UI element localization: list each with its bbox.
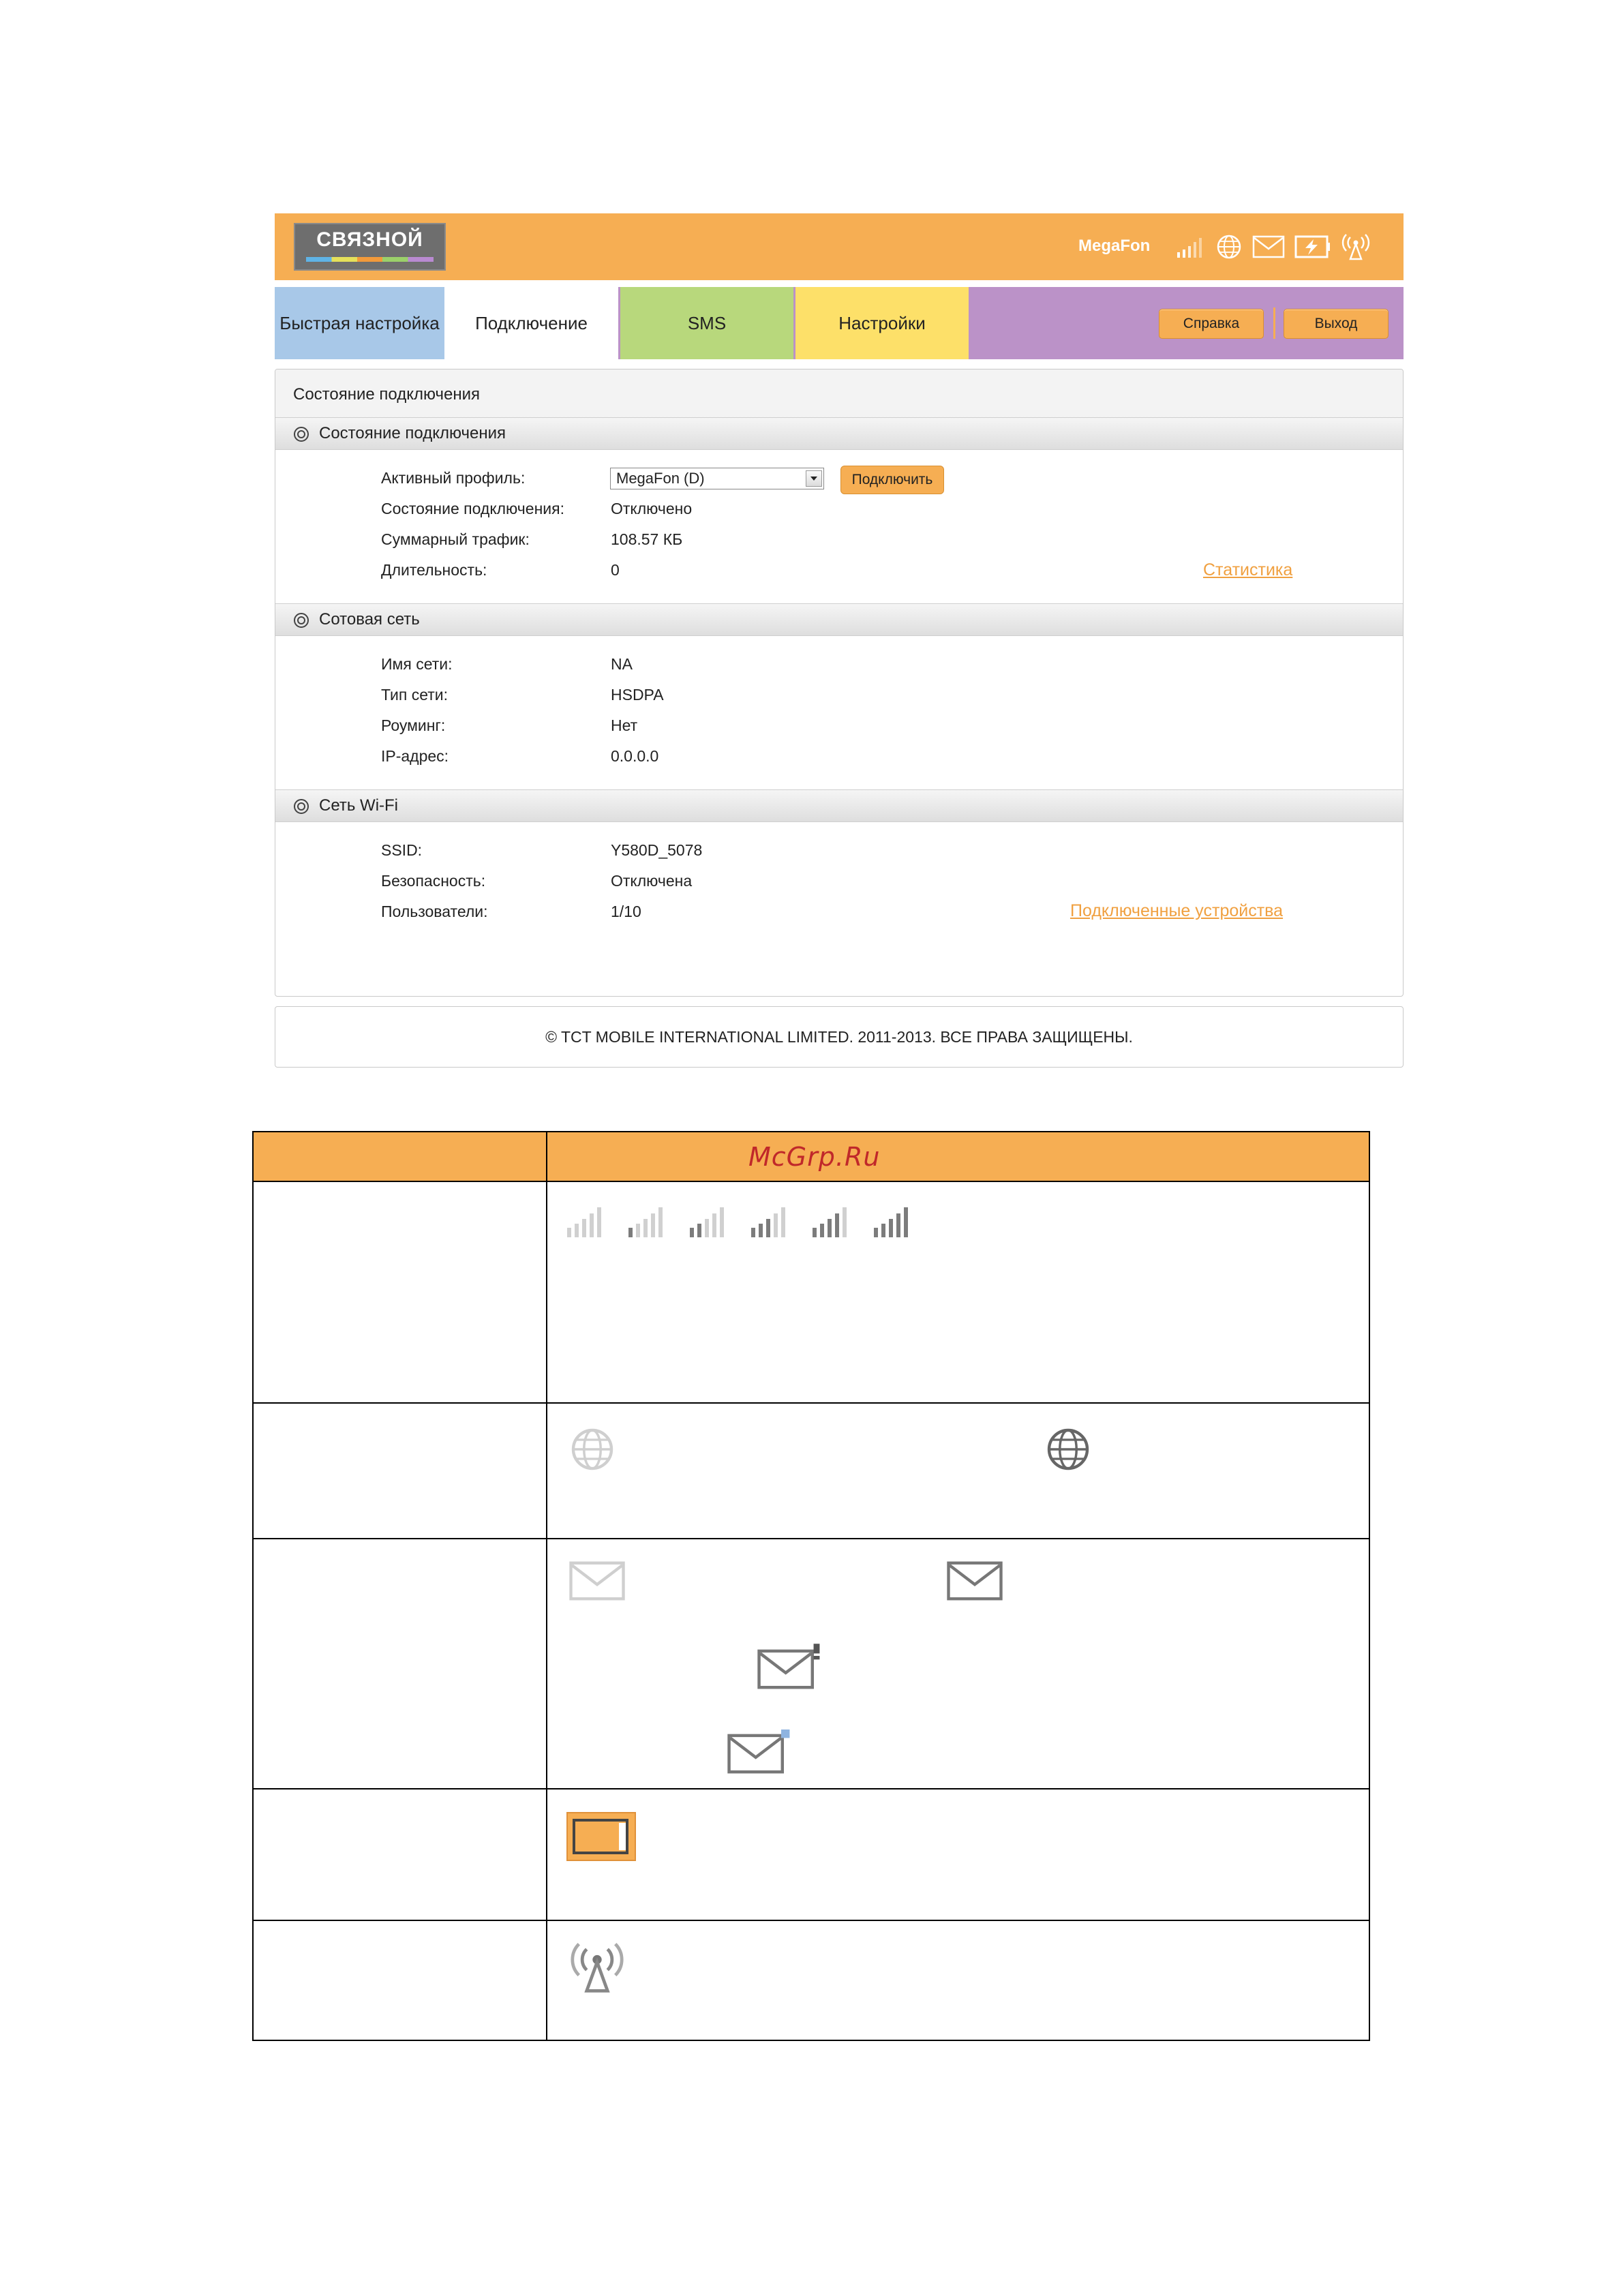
signal-1-icon [628, 1207, 663, 1237]
roaming-value: Нет [611, 716, 638, 734]
wifi-tower-icon [568, 1941, 626, 1994]
profile-select-value: MegaFon (D) [616, 470, 705, 487]
statistics-link[interactable]: Статистика [1203, 560, 1293, 579]
nav-separator [1273, 307, 1275, 339]
envelope-inactive-icon [568, 1560, 626, 1601]
section-title: Состояние подключения [319, 424, 506, 442]
tab-settings[interactable]: Настройки [795, 287, 969, 359]
signal-4-icon [813, 1207, 847, 1237]
roaming-label: Роуминг: [381, 716, 446, 734]
main-nav [275, 287, 1404, 359]
signal-0-icon [567, 1207, 601, 1237]
panel-header [275, 369, 1403, 418]
globe-inactive-icon [568, 1425, 616, 1473]
logo [294, 223, 446, 271]
network-name-label: Имя сети: [381, 655, 453, 673]
section-bullet-icon [293, 798, 309, 815]
network-name-value: NA [611, 655, 633, 673]
legend-row-divider [254, 1788, 1369, 1789]
duration-value: 0 [611, 561, 620, 579]
section-title: Сотовая сеть [319, 610, 420, 629]
security-value: Отключена [611, 872, 693, 890]
ssid-label: SSID: [381, 841, 423, 859]
footer [275, 1006, 1404, 1068]
signal-5-icon [874, 1207, 908, 1237]
total-traffic-value: 108.57 КБ [611, 530, 683, 548]
section-bullet-icon [293, 612, 309, 629]
operator-name: MegaFon [1078, 237, 1151, 255]
content-panel [275, 369, 1404, 997]
legend-header-row [254, 1132, 1369, 1182]
tab-connection[interactable]: Подключение [444, 287, 618, 359]
signal-2-icon [690, 1207, 724, 1237]
logout-button[interactable]: Выход [1284, 309, 1389, 339]
section-wifi-header [275, 789, 1403, 822]
icon-legend-table [252, 1131, 1370, 2041]
users-value: 1/10 [611, 903, 641, 920]
signal-levels-icon [566, 1200, 934, 1241]
network-type-label: Тип сети: [381, 686, 449, 704]
signal-3-icon [751, 1207, 785, 1237]
envelope-full-icon [757, 1644, 822, 1690]
section-cellular-header [275, 603, 1403, 636]
connect-button[interactable]: Подключить [840, 466, 944, 494]
copyright-text: © TCT MOBILE INTERNATIONAL LIMITED. 2011-2013. ВСЕ ПРАВА ЗАЩИЩЕНЫ. [545, 1027, 1133, 1046]
section-bullet-icon [293, 426, 309, 442]
total-traffic-label: Суммарный трафик: [381, 530, 530, 548]
legend-row-divider [254, 1538, 1369, 1539]
help-button[interactable]: Справка [1159, 309, 1264, 339]
envelope-new-icon [727, 1728, 792, 1774]
tab-quick-setup[interactable]: Быстрая настройка [275, 287, 444, 359]
active-profile-label: Активный профиль: [381, 469, 526, 487]
tab-sms[interactable]: SMS [620, 287, 793, 359]
connection-status-label: Состояние подключения: [381, 500, 564, 517]
battery-icon [566, 1811, 637, 1862]
wifi-tower-icon [1341, 233, 1371, 260]
envelope-active-icon [946, 1560, 1003, 1601]
logo-stripe [306, 257, 434, 262]
section-title: Сеть Wi-Fi [319, 796, 399, 815]
globe-active-icon [1044, 1425, 1092, 1473]
ssid-value: Y580D_5078 [611, 841, 703, 859]
ip-address-value: 0.0.0.0 [611, 747, 659, 765]
security-label: Безопасность: [381, 872, 486, 890]
duration-label: Длительность: [381, 561, 487, 579]
users-label: Пользователи: [381, 903, 488, 920]
page-title: Состояние подключения [293, 385, 480, 404]
watermark: McGrp.Ru [748, 1142, 881, 1172]
section-connection-header [275, 417, 1403, 450]
globe-icon [1215, 233, 1243, 260]
profile-select[interactable] [610, 468, 824, 489]
signal-icons-row [566, 1200, 934, 1241]
ip-address-label: IP-адрес: [381, 747, 449, 765]
network-type-value: HSDPA [611, 686, 664, 704]
status-icons [1176, 232, 1371, 262]
legend-row-divider [254, 1920, 1369, 1921]
connection-status-value: Отключено [611, 500, 693, 517]
connected-devices-link[interactable]: Подключенные устройства [1070, 901, 1284, 920]
envelope-icon [1252, 235, 1285, 258]
legend-column-divider [546, 1132, 547, 2040]
header-bar [275, 213, 1404, 280]
legend-row-divider [254, 1402, 1369, 1404]
chevron-down-icon[interactable] [806, 470, 822, 487]
signal-icon [1176, 235, 1206, 259]
battery-charging-icon [1294, 235, 1331, 259]
logo-text: СВЯЗНОЙ [316, 228, 423, 251]
